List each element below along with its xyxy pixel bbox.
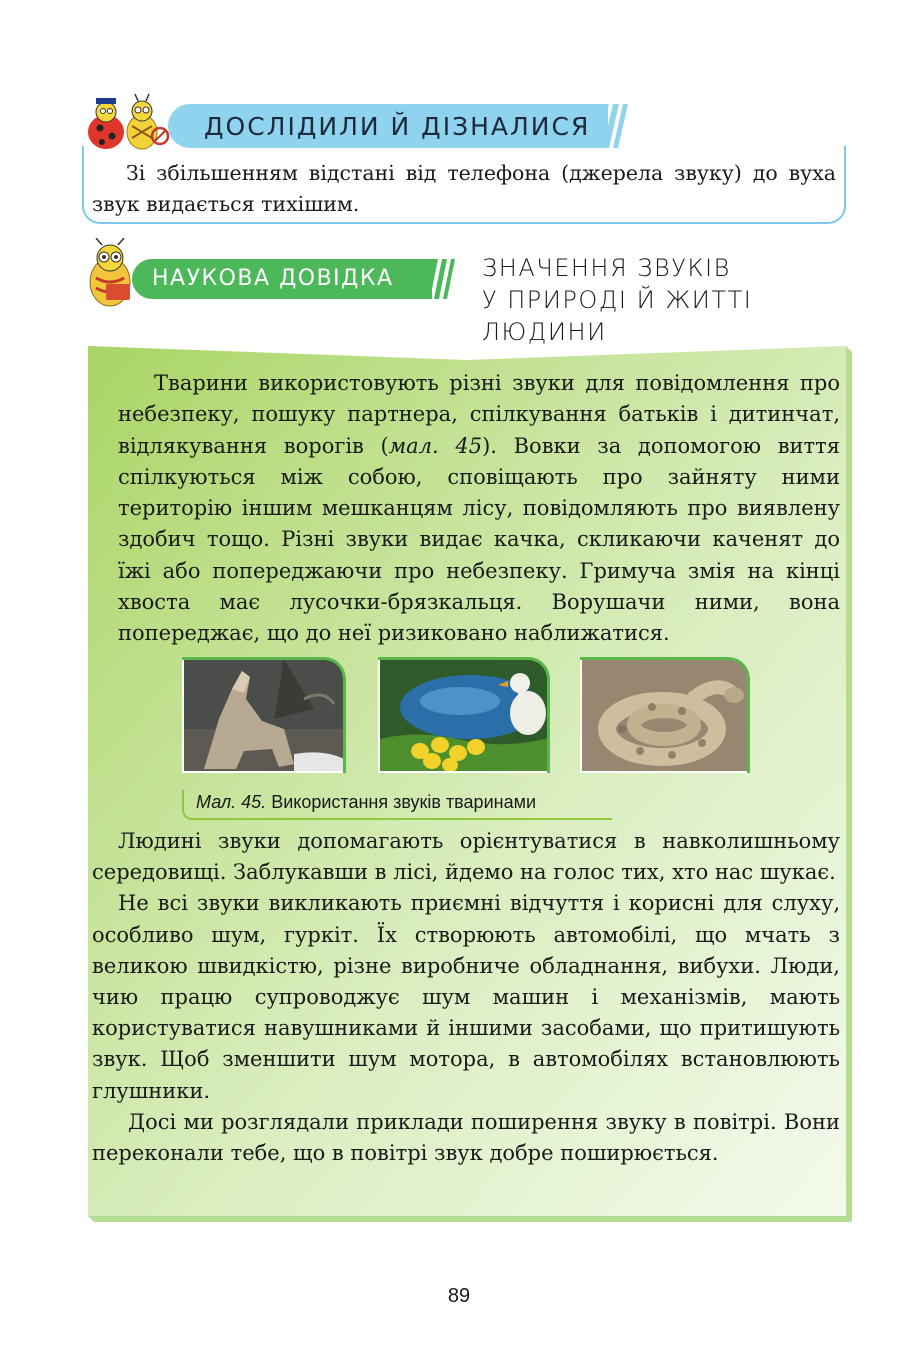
page-number: 89	[447, 1285, 471, 1307]
figure-caption-text: Використання звуків тваринами	[266, 792, 537, 812]
paragraph: Не всі звуки викликають приємні відчуття і корисні для слуху, особливо шум, гуркіт. Їх створюють автомобілі, що мчать з великою швидкістю, різне виробниче обладнання, вибухи. Люди, чию працю супроводжує шум машин і механізмів, мають користуватися навушниками й іншими засобами, що притишують звук. Щоб зменшити шум мотора, в автомобілях встановлюють глушники.	[92, 891, 840, 1103]
owl-reader-mascot-icon	[80, 238, 140, 310]
text-run: Тварини використовують різні звуки для повідомлення про небезпеку, пошуку партнера, спілкування батьків і дитинчат, відлякування ворогів (	[118, 371, 840, 458]
duck-photo	[378, 657, 550, 773]
ladybug-mascots-icon	[80, 92, 170, 154]
wolf-photo	[182, 657, 346, 773]
reference-badge: НАУКОВА ДОВІДКА	[152, 266, 394, 291]
topic-line: ЛЮДИНИ	[482, 318, 607, 346]
figure-label: Мал. 45.	[196, 792, 267, 812]
research-text: Зі збільшенням відстані від телефона (джерела звуку) до вуха звук видається тихішим.	[92, 161, 836, 216]
rattlesnake-photo	[580, 657, 750, 773]
body-paragraphs	[92, 826, 840, 1169]
paragraph	[118, 368, 840, 650]
figure-reference: мал. 45	[388, 433, 483, 458]
topic-heading	[482, 252, 812, 348]
paragraph: Людині звуки допомагають орієнтуватися в навколишньому середовищі. Заблукавши в лісі, йдемо на голос тих, хто нас шукає.	[92, 829, 840, 885]
topic-line: ЗНАЧЕННЯ ЗВУКІВ	[482, 254, 731, 282]
banner-stripes-decoration	[418, 259, 466, 299]
figure-caption	[196, 792, 536, 813]
body-paragraph-1	[118, 368, 840, 650]
paragraph: Досі ми розглядали приклади поширення звуку в повітрі. Вони переконали тебе, що в повітрі звук добре поширюється.	[92, 1109, 840, 1166]
research-title: ДОСЛІДИЛИ Й ДІЗНАЛИСЯ	[204, 112, 591, 141]
topic-line: У ПРИРОДІ Й ЖИТТІ	[482, 286, 753, 314]
text-run: ). Вовки за допомогою виття спілкуються між собою, сповіщають про зайняту ними територію іншим мешканцям лісу, повідомляють про виявлену здобич тощо. Різні звуки видає качка, скликаючи каченят до їжі або попереджаючи про небезпеку. Гримуча змія на кінці хвоста має лусочки-брязкальця. Ворушачи ними, вона попереджає, що до неї ризиковано наближатися.	[118, 433, 841, 646]
